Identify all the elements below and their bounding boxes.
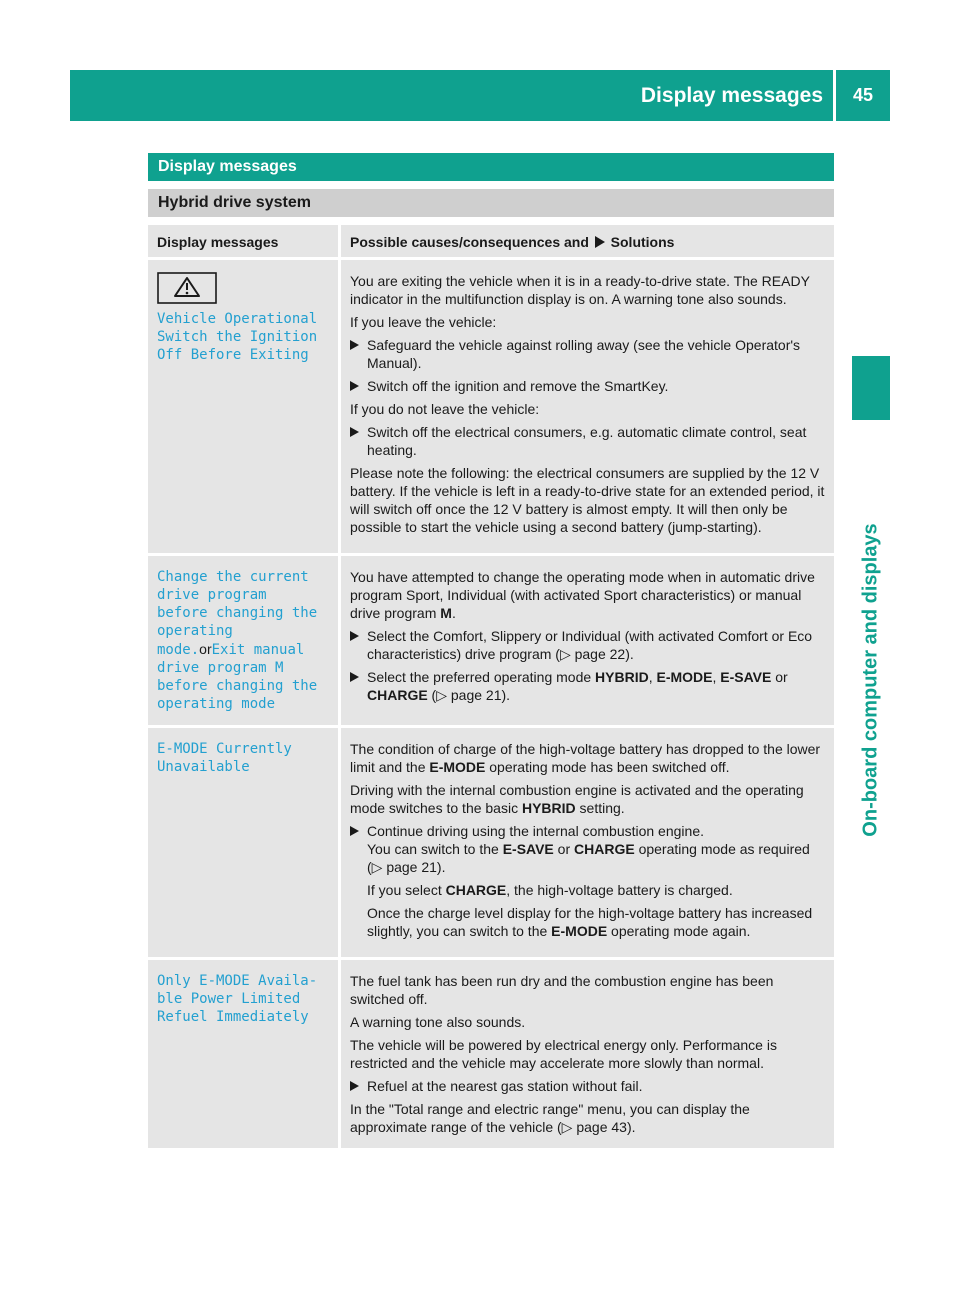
cause-paragraph: The fuel tank has been run dry and the combustion engine has been switched off.	[350, 973, 774, 1007]
table-row	[148, 553, 834, 725]
mode-charge-label: CHARGE	[445, 882, 507, 898]
solution-detail	[367, 840, 826, 876]
text-run: or	[771, 669, 788, 685]
table-row	[148, 725, 834, 957]
text-run: operating mode has been switched off.	[485, 759, 730, 775]
step-arrow-icon	[350, 1081, 359, 1091]
page-reference: operating mode as required (▷ page 21).	[367, 841, 810, 875]
page-reference: (▷ page 21).	[427, 687, 511, 703]
note-paragraph: Please note the following: the electrical consumers are supplied by the 12 V battery. If the vehicle is left in a ready-to-drive state for an extended period, it will switch off once the 12 V battery is almost empty. It will then only be possible to start the vehicle using a second battery (jump-starting).	[350, 465, 825, 535]
message-text-line: ble Power Limited	[157, 991, 301, 1007]
message-text-line: operating mode	[157, 696, 276, 712]
col-header-causes-solutions	[338, 225, 834, 257]
solution-step	[350, 668, 826, 704]
causes-solutions-cell	[338, 725, 834, 957]
condition-paragraph: If you do not leave the vehicle:	[350, 401, 540, 417]
section-title: Display messages	[148, 153, 834, 181]
display-message-cell	[148, 553, 338, 725]
message-text-fragment: mode.	[157, 642, 200, 658]
chapter-tab-marker	[852, 356, 890, 420]
solution-arrow-icon	[595, 236, 605, 248]
solution-step	[350, 377, 826, 395]
col-header-solutions-label: Solutions	[610, 234, 675, 250]
message-text-line	[157, 640, 330, 659]
cause-paragraph	[350, 568, 826, 622]
step-arrow-icon	[350, 340, 359, 350]
text-run: Once the charge level display for the high-voltage battery has increased slightly, you can switch to the	[367, 905, 813, 939]
mode-charge-label: CHARGE	[574, 841, 635, 857]
cause-paragraph	[350, 740, 826, 776]
solution-step-text: Refuel at the nearest gas station without fail.	[367, 1078, 643, 1094]
mode-emode-label: E-MODE	[656, 669, 713, 685]
solution-step-text: Continue driving using the internal combustion engine.	[367, 823, 704, 839]
text-run: setting.	[575, 800, 625, 816]
step-arrow-icon	[350, 826, 359, 836]
text-run: operating mode again.	[607, 923, 751, 939]
subsection-title: Hybrid drive system	[148, 189, 834, 217]
message-text-line: Refuel Immediately	[157, 1009, 309, 1025]
page-number: 45	[852, 85, 874, 105]
mode-esave-label: E-SAVE	[720, 669, 772, 685]
text-run: The condition of charge of the high-voltage battery has dropped to the lower limit and the	[350, 741, 821, 775]
message-text-line: Unavailable	[157, 759, 250, 775]
text-run: You can switch to the	[367, 841, 503, 857]
or-connector: or	[199, 641, 212, 657]
step-arrow-icon	[350, 381, 359, 391]
chapter-side-label: On-board computer and displays	[859, 523, 882, 837]
table-row	[148, 957, 834, 1148]
text-run: , the high-voltage battery is charged.	[506, 882, 733, 898]
mode-charge-label: CHARGE	[367, 687, 428, 703]
causes-solutions-cell	[338, 553, 834, 725]
text-run: .	[451, 605, 456, 621]
text-run: or	[553, 841, 575, 857]
solution-step	[350, 423, 826, 459]
col-header-display-messages: Display messages	[148, 225, 338, 257]
solution-step-text: Select the Comfort, Slippery or Individual (with activated Comfort or Eco characteristics) drive program (▷ page 22).	[367, 628, 813, 662]
text-run: ,	[712, 669, 721, 685]
page-header-bar	[70, 70, 890, 121]
cause-paragraph: You are exiting the vehicle when it is in a ready-to-drive state. The READY indicator in the multifunction display is on. A warning tone also sounds.	[350, 273, 810, 307]
page-header-title: Display messages	[641, 70, 836, 121]
text-run: Select the preferred operating mode	[367, 669, 596, 685]
display-message-cell	[148, 957, 338, 1148]
message-text-line: before changing the	[157, 605, 318, 621]
solution-detail	[367, 904, 826, 940]
solution-step-text: Switch off the ignition and remove the SmartKey.	[367, 378, 669, 394]
text-run: ,	[648, 669, 657, 685]
text-run: You have attempted to change the operating mode when in automatic drive program Sport, Individual (with activated Sport characteristics) or manual drive program	[350, 569, 815, 621]
message-text-line: operating	[157, 623, 233, 639]
solution-step	[350, 627, 826, 663]
message-text-line: drive program M	[157, 660, 284, 676]
solution-step-text: Switch off the electrical consumers, e.g. automatic climate control, seat heating.	[367, 424, 807, 458]
text-run: If you select	[367, 882, 446, 898]
note-paragraph: In the "Total range and electric range" menu, you can display the approximate range of the vehicle (▷ page 43).	[350, 1101, 750, 1135]
solution-detail	[367, 881, 826, 899]
causes-solutions-cell	[338, 957, 834, 1148]
solution-step	[350, 822, 826, 940]
col-header-causes-label: Possible causes/consequences and	[350, 234, 589, 250]
message-text-line: drive program	[157, 587, 267, 603]
display-message-cell	[148, 257, 338, 553]
cause-paragraph: The vehicle will be powered by electrical energy only. Performance is restricted and the vehicle may accelerate more slowly than normal.	[350, 1037, 777, 1071]
solution-step-text: Safeguard the vehicle against rolling away (see the vehicle Operator's Manual).	[367, 337, 801, 371]
mode-hybrid-label: HYBRID	[595, 669, 649, 685]
step-arrow-icon	[350, 427, 359, 437]
drive-program-m-label: M	[440, 605, 452, 621]
table-row	[148, 257, 834, 553]
message-text-line: E-MODE Currently	[157, 741, 292, 757]
message-text-line: Off Before Exiting	[157, 347, 309, 363]
text-run: Driving with the internal combustion engine is activated and the operating mode switches to the basic	[350, 782, 804, 816]
mode-esave-label: E-SAVE	[502, 841, 554, 857]
message-text-fragment: Exit manual	[211, 642, 305, 658]
message-text-line: Only E-MODE Availa‐	[157, 973, 318, 989]
message-text-line: Vehicle Operational	[157, 311, 318, 327]
cause-paragraph: A warning tone also sounds.	[350, 1014, 526, 1030]
mode-emode-label: E-MODE	[429, 759, 486, 775]
table-header-row	[148, 225, 834, 257]
causes-solutions-cell	[338, 257, 834, 553]
condition-paragraph: If you leave the vehicle:	[350, 314, 497, 330]
solution-step	[350, 336, 826, 372]
cause-paragraph	[350, 781, 826, 817]
step-arrow-icon	[350, 631, 359, 641]
mode-hybrid-label: HYBRID	[521, 800, 576, 816]
solution-step	[350, 1077, 826, 1095]
message-text-line: before changing the	[157, 678, 318, 694]
mode-emode-label: E-MODE	[551, 923, 608, 939]
step-arrow-icon	[350, 672, 359, 682]
message-text-line: Switch the Ignition	[157, 329, 318, 345]
display-message-cell	[148, 725, 338, 957]
message-text-line: Change the current	[157, 569, 309, 585]
display-messages-table	[148, 225, 834, 1148]
warning-triangle-icon	[157, 272, 217, 304]
